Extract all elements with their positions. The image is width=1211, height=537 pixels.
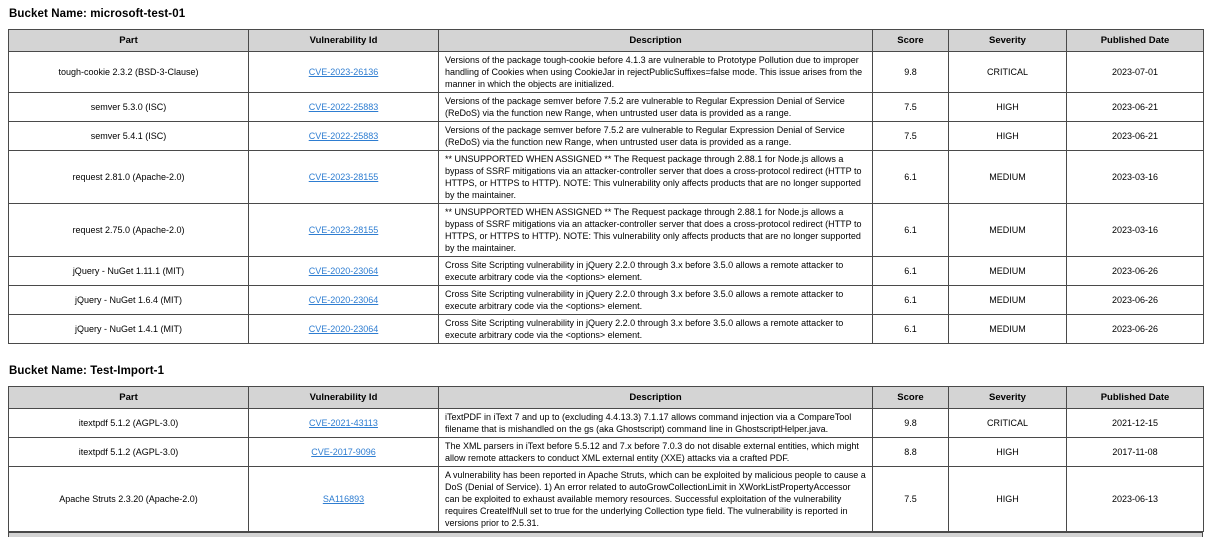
vulnerability-id-link[interactable]: CVE-2020-23064 <box>308 324 379 334</box>
vulnerability-id-link[interactable]: CVE-2022-25883 <box>308 102 379 112</box>
severity-cell: HIGH <box>949 438 1067 467</box>
severity-cell: MEDIUM <box>949 286 1067 315</box>
severity-cell: MEDIUM <box>949 315 1067 344</box>
vulnerability-row <box>9 467 1204 532</box>
part-cell: jQuery - NuGet 1.6.4 (MIT) <box>9 286 249 315</box>
published-date-cell: 2017-11-08 <box>1067 438 1204 467</box>
column-header-score: Score <box>873 30 949 52</box>
published-date-cell: 2023-06-26 <box>1067 286 1204 315</box>
description-cell: Versions of the package semver before 7.5.2 are vulnerable to Regular Expression Denial of Service (ReDoS) via the function new Range, when untrusted user data is provided as a range. <box>439 93 873 122</box>
vulnerability-id-cell <box>249 122 439 151</box>
part-cell: request 2.75.0 (Apache-2.0) <box>9 204 249 257</box>
vulnerability-table <box>8 386 1204 532</box>
description-cell: ** UNSUPPORTED WHEN ASSIGNED ** The Request package through 2.88.1 for Node.js allows a bypass of SSRF mitigations via an attacker-controller server that does a cross-protocol redirect (HTTP to HTTPS, or HTTPS to HTTP). NOTE: This vulnerability only affects products that are no longer supported by the maintainer. <box>439 204 873 257</box>
description-cell: iTextPDF in iText 7 and up to (excluding 4.4.13.3) 7.1.17 allows command injection via a CompareTool filename that is mishandled on the gs (aka Ghostscript) command line in GhostscriptHelper.java. <box>439 409 873 438</box>
published-date-cell: 2021-12-15 <box>1067 409 1204 438</box>
column-header-part: Part <box>9 387 249 409</box>
part-cell: Apache Struts 2.3.20 (Apache-2.0) <box>9 467 249 532</box>
vulnerability-id-link[interactable]: CVE-2023-26136 <box>308 67 379 77</box>
description-cell: Cross Site Scripting vulnerability in jQuery 2.2.0 through 3.x before 3.5.0 allows a remote attacker to execute arbitrary code via the <options> element. <box>439 257 873 286</box>
part-cell: itextpdf 5.1.2 (AGPL-3.0) <box>9 409 249 438</box>
column-header-vulnerability-id: Vulnerability Id <box>249 30 439 52</box>
score-cell: 9.8 <box>873 409 949 438</box>
part-cell: jQuery - NuGet 1.4.1 (MIT) <box>9 315 249 344</box>
vulnerability-row <box>9 52 1204 93</box>
score-cell: 6.1 <box>873 151 949 204</box>
table-header-row <box>9 387 1204 409</box>
description-cell: Versions of the package tough-cookie before 4.1.3 are vulnerable to Prototype Pollution due to improper handling of Cookies when using CookieJar in rejectPublicSuffixes=false mode. This issue arises from the manner in which the objects are initialized. <box>439 52 873 93</box>
score-cell: 6.1 <box>873 204 949 257</box>
vulnerability-id-link[interactable]: CVE-2020-23064 <box>308 295 379 305</box>
vulnerability-row <box>9 151 1204 204</box>
part-cell: semver 5.4.1 (ISC) <box>9 122 249 151</box>
score-cell: 9.8 <box>873 52 949 93</box>
vulnerability-row <box>9 286 1204 315</box>
severity-cell: CRITICAL <box>949 409 1067 438</box>
vulnerability-id-cell <box>249 151 439 204</box>
vulnerability-row <box>9 122 1204 151</box>
published-date-cell: 2023-06-13 <box>1067 467 1204 532</box>
column-header-published-date: Published Date <box>1067 30 1204 52</box>
score-cell: 7.5 <box>873 93 949 122</box>
column-header-part: Part <box>9 30 249 52</box>
vulnerability-id-cell <box>249 315 439 344</box>
score-cell: 6.1 <box>873 257 949 286</box>
bucket-title: Bucket Name: microsoft-test-01 <box>9 8 186 20</box>
bucket-section-microsoft-test-01 <box>8 8 1203 344</box>
description-cell: Versions of the package semver before 7.5.2 are vulnerable to Regular Expression Denial of Service (ReDoS) via the function new Range, when untrusted user data is provided as a range. <box>439 122 873 151</box>
column-header-score: Score <box>873 387 949 409</box>
vulnerability-id-link[interactable]: CVE-2021-43113 <box>309 418 378 428</box>
partial-next-row <box>8 532 1203 537</box>
vulnerability-id-cell <box>249 467 439 532</box>
column-header-description: Description <box>439 30 873 52</box>
severity-cell: HIGH <box>949 93 1067 122</box>
vulnerability-row <box>9 93 1204 122</box>
part-cell: itextpdf 5.1.2 (AGPL-3.0) <box>9 438 249 467</box>
severity-cell: HIGH <box>949 122 1067 151</box>
severity-cell: MEDIUM <box>949 257 1067 286</box>
vulnerability-row <box>9 315 1204 344</box>
vulnerability-id-cell <box>249 52 439 93</box>
score-cell: 8.8 <box>873 438 949 467</box>
severity-cell: CRITICAL <box>949 52 1067 93</box>
vulnerability-id-link[interactable]: CVE-2020-23064 <box>308 266 379 276</box>
severity-cell: HIGH <box>949 467 1067 532</box>
vulnerability-row <box>9 257 1204 286</box>
vulnerability-id-cell <box>249 286 439 315</box>
vulnerability-id-link[interactable]: SA116893 <box>322 494 365 504</box>
published-date-cell: 2023-06-26 <box>1067 257 1204 286</box>
score-cell: 7.5 <box>873 467 949 532</box>
description-cell: The XML parsers in iText before 5.5.12 and 7.x before 7.0.3 do not disable external entities, which might allow remote attackers to conduct XML external entity (XXE) attacks via a crafted PDF. <box>439 438 873 467</box>
severity-cell: MEDIUM <box>949 151 1067 204</box>
part-cell: semver 5.3.0 (ISC) <box>9 93 249 122</box>
published-date-cell: 2023-06-21 <box>1067 122 1204 151</box>
score-cell: 6.1 <box>873 286 949 315</box>
vulnerability-id-cell <box>249 438 439 467</box>
score-cell: 7.5 <box>873 122 949 151</box>
column-header-vulnerability-id: Vulnerability Id <box>249 387 439 409</box>
vulnerability-id-cell <box>249 93 439 122</box>
severity-cell: MEDIUM <box>949 204 1067 257</box>
published-date-cell: 2023-03-16 <box>1067 151 1204 204</box>
column-header-published-date: Published Date <box>1067 387 1204 409</box>
vulnerability-id-cell <box>249 409 439 438</box>
vulnerability-id-cell <box>249 204 439 257</box>
table-header-row <box>9 30 1204 52</box>
vulnerability-id-link[interactable]: CVE-2017-9096 <box>311 447 376 457</box>
part-cell: request 2.81.0 (Apache-2.0) <box>9 151 249 204</box>
vulnerability-id-cell <box>249 257 439 286</box>
column-header-description: Description <box>439 387 873 409</box>
published-date-cell: 2023-06-26 <box>1067 315 1204 344</box>
bucket-title: Bucket Name: Test-Import-1 <box>9 365 165 377</box>
column-header-severity: Severity <box>949 30 1067 52</box>
bucket-section-test-import-1 <box>8 365 1203 537</box>
description-cell: A vulnerability has been reported in Apache Struts, which can be exploited by malicious people to cause a DoS (Denial of Service). 1) An error related to autoGrowCollectionLimit in XWorkListPropertyAccessor can be exploited to exhaust available memory resources. Successful exploitation of the vulnerability requires CreateIfNull set to true for the underlying Collection type field. The vulnerability is reported in versions prior to 2.5.31. <box>439 467 873 532</box>
published-date-cell: 2023-07-01 <box>1067 52 1204 93</box>
vulnerability-id-link[interactable]: CVE-2022-25883 <box>308 131 379 141</box>
description-cell: ** UNSUPPORTED WHEN ASSIGNED ** The Request package through 2.88.1 for Node.js allows a bypass of SSRF mitigations via an attacker-controller server that does a cross-protocol redirect (HTTP to HTTPS, or HTTPS to HTTP). NOTE: This vulnerability only affects products that are no longer supported by the maintainer. <box>439 151 873 204</box>
vulnerability-row <box>9 204 1204 257</box>
part-cell: jQuery - NuGet 1.11.1 (MIT) <box>9 257 249 286</box>
part-cell: tough-cookie 2.3.2 (BSD-3-Clause) <box>9 52 249 93</box>
description-cell: Cross Site Scripting vulnerability in jQuery 2.2.0 through 3.x before 3.5.0 allows a remote attacker to execute arbitrary code via the <options> element. <box>439 315 873 344</box>
description-cell: Cross Site Scripting vulnerability in jQuery 2.2.0 through 3.x before 3.5.0 allows a remote attacker to execute arbitrary code via the <options> element. <box>439 286 873 315</box>
column-header-severity: Severity <box>949 387 1067 409</box>
vulnerability-table <box>8 29 1204 344</box>
vulnerability-row <box>9 409 1204 438</box>
vulnerability-id-link[interactable]: CVE-2023-28155 <box>308 172 379 182</box>
published-date-cell: 2023-03-16 <box>1067 204 1204 257</box>
vulnerability-row <box>9 438 1204 467</box>
score-cell: 6.1 <box>873 315 949 344</box>
published-date-cell: 2023-06-21 <box>1067 93 1204 122</box>
vulnerability-id-link[interactable]: CVE-2023-28155 <box>308 225 379 235</box>
